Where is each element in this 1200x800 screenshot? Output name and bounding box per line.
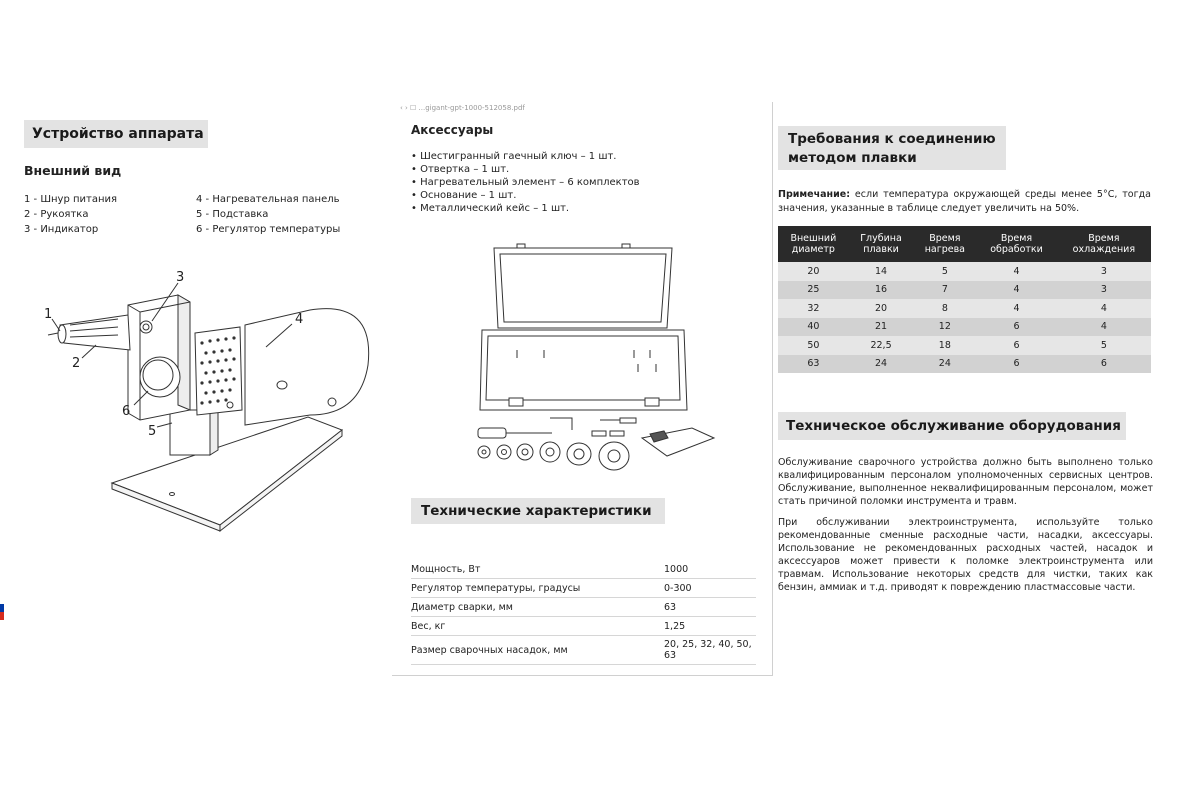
heading-line: Требования к соединению: [788, 131, 996, 147]
section-heading-device: Устройство аппарата: [24, 120, 208, 148]
table-cell: 32: [778, 299, 849, 318]
table-cell: 4: [1057, 318, 1151, 337]
accessory-item: • Шестигранный гаечный ключ – 1 шт.: [411, 151, 617, 162]
spec-name: Диаметр сварки, мм: [411, 598, 664, 617]
fusion-requirements-table: [778, 226, 1151, 373]
table-cell: 24: [913, 355, 976, 374]
legend-item-temperature-regulator: 6 - Регулятор температуры: [196, 224, 341, 235]
table-cell: 16: [849, 281, 914, 300]
column-header: Внешний диаметр: [778, 226, 849, 262]
table-cell: 3: [1057, 262, 1151, 281]
base-plate: [112, 417, 342, 525]
hex-key: [550, 418, 572, 430]
spec-name: Мощность, Вт: [411, 560, 664, 579]
note-label: Примечание:: [778, 189, 851, 200]
metal-case-illustration: [462, 238, 724, 478]
specs-table: [411, 560, 756, 665]
callout-1: 1: [44, 307, 53, 322]
table-row: [778, 318, 1151, 337]
callout-2: 2: [72, 356, 81, 371]
legend-left-column: [24, 192, 117, 237]
table-row: [778, 355, 1151, 374]
column-header: Время обработки: [976, 226, 1056, 262]
column-header: Глубина плавки: [849, 226, 914, 262]
section-heading-specs: Технические характеристики: [411, 498, 665, 524]
table-row: [411, 617, 756, 636]
spec-value: 1,25: [664, 617, 756, 636]
section-heading-maintenance: Техническое обслуживание оборудования: [778, 412, 1126, 440]
heading-line: методом плавки: [788, 150, 917, 166]
pdf-viewer-strip: ‹ › ☐ ...gigant-gpt-1000-512058.pdf: [400, 104, 525, 112]
table-cell: 14: [849, 262, 914, 281]
flag-icon: [0, 596, 4, 620]
table-cell: 40: [778, 318, 849, 337]
legend-item-handle: 2 - Рукоятка: [24, 209, 89, 220]
table-row: [411, 636, 756, 665]
table-cell: 5: [1057, 336, 1151, 355]
table-cell: 22,5: [849, 336, 914, 355]
table-cell: 6: [976, 355, 1056, 374]
case-lid: [494, 248, 672, 328]
table-cell: 7: [913, 281, 976, 300]
temperature-note: [778, 188, 1151, 216]
spec-name: Регулятор температуры, градусы: [411, 579, 664, 598]
welding-device-illustration: [30, 255, 375, 535]
accessories-title: Аксессуары: [411, 123, 494, 137]
table-cell: 6: [976, 318, 1056, 337]
table-row: [778, 336, 1151, 355]
table-cell: 4: [976, 262, 1056, 281]
table-row: [778, 281, 1151, 300]
table-cell: 5: [913, 262, 976, 281]
table-cell: 4: [976, 281, 1056, 300]
heating-panel: [245, 309, 369, 425]
table-cell: 6: [976, 336, 1056, 355]
legend-item-stand: 5 - Подставка: [196, 209, 269, 220]
accessory-item: • Нагревательный элемент – 6 комплектов: [411, 177, 640, 188]
accessory-item: • Основание – 1 шт.: [411, 190, 517, 201]
table-row: [778, 299, 1151, 318]
spec-value: 20, 25, 32, 40, 50, 63: [664, 636, 756, 665]
base-plate-accessory: [642, 428, 714, 456]
spec-value: 0-300: [664, 579, 756, 598]
legend-item-power-cord: 1 - Шнур питания: [24, 194, 118, 205]
table-row: [778, 262, 1151, 281]
callout-5: 5: [148, 424, 157, 439]
legend-item-indicator: 3 - Индикатор: [24, 224, 99, 235]
callout-3: 3: [176, 270, 185, 285]
stand: [170, 410, 210, 455]
spec-value: 63: [664, 598, 756, 617]
table-cell: 63: [778, 355, 849, 374]
screwdriver: [478, 428, 506, 438]
table-cell: 12: [913, 318, 976, 337]
table-row: [411, 579, 756, 598]
callout-4: 4: [295, 312, 304, 327]
welding-nozzles: [478, 442, 629, 470]
table-cell: 18: [913, 336, 976, 355]
legend-right-column: [196, 192, 340, 237]
spec-value: 1000: [664, 560, 756, 579]
table-cell: 21: [849, 318, 914, 337]
accessory-item: • Отвертка – 1 шт.: [411, 164, 510, 175]
note-text: если температура окружающей среды менее 5°C, тогда значения, указанные в таблице следует увеличить на 50%.: [778, 189, 1151, 214]
column-header: Время охлаждения: [1057, 226, 1151, 262]
table-cell: 50: [778, 336, 849, 355]
subheading-appearance: Внешний вид: [24, 163, 122, 178]
table-cell: 24: [849, 355, 914, 374]
table-cell: 20: [849, 299, 914, 318]
maintenance-paragraph-1: Обслуживание сварочного устройства должно быть выполнено только квалифицированным персоналом уполномоченных сервисных центров. Обслуживание, выполненное неквалифицированным персоналом, может стать причиной поломки инструмента и травм.: [778, 457, 1153, 507]
accessories-list: [411, 150, 640, 215]
column-header: Время нагрева: [913, 226, 976, 262]
legend-item-heating-panel: 4 - Нагревательная панель: [196, 194, 340, 205]
table-cell: 8: [913, 299, 976, 318]
table-cell: 4: [1057, 299, 1151, 318]
section-heading-requirements: [778, 126, 1006, 170]
table-row: [411, 598, 756, 617]
table-cell: 20: [778, 262, 849, 281]
spec-name: Размер сварочных насадок, мм: [411, 636, 664, 665]
maintenance-paragraph-2: При обслуживании электроинструмента, используйте только рекомендованные сменные расходные части, насадки, аксессуары. Использование не рекомендованных расходных частей, насадок и аксессуаров может привести к поломке электроинструмента или травмам. Использование некоторых средств для чистки, таких как бензин, аммиак и т.д. приводят к повреждению пластмассовые части.: [778, 517, 1153, 593]
table-header-row: [778, 226, 1151, 262]
indicator-lamp: [140, 321, 152, 333]
accessory-item: • Металлический кейс – 1 шт.: [411, 203, 570, 214]
table-cell: 3: [1057, 281, 1151, 300]
table-cell: 4: [976, 299, 1056, 318]
table-cell: 25: [778, 281, 849, 300]
table-cell: 6: [1057, 355, 1151, 374]
handle-grip: [60, 315, 130, 350]
spec-name: Вес, кг: [411, 617, 664, 636]
table-row: [411, 560, 756, 579]
callout-6: 6: [122, 404, 131, 419]
